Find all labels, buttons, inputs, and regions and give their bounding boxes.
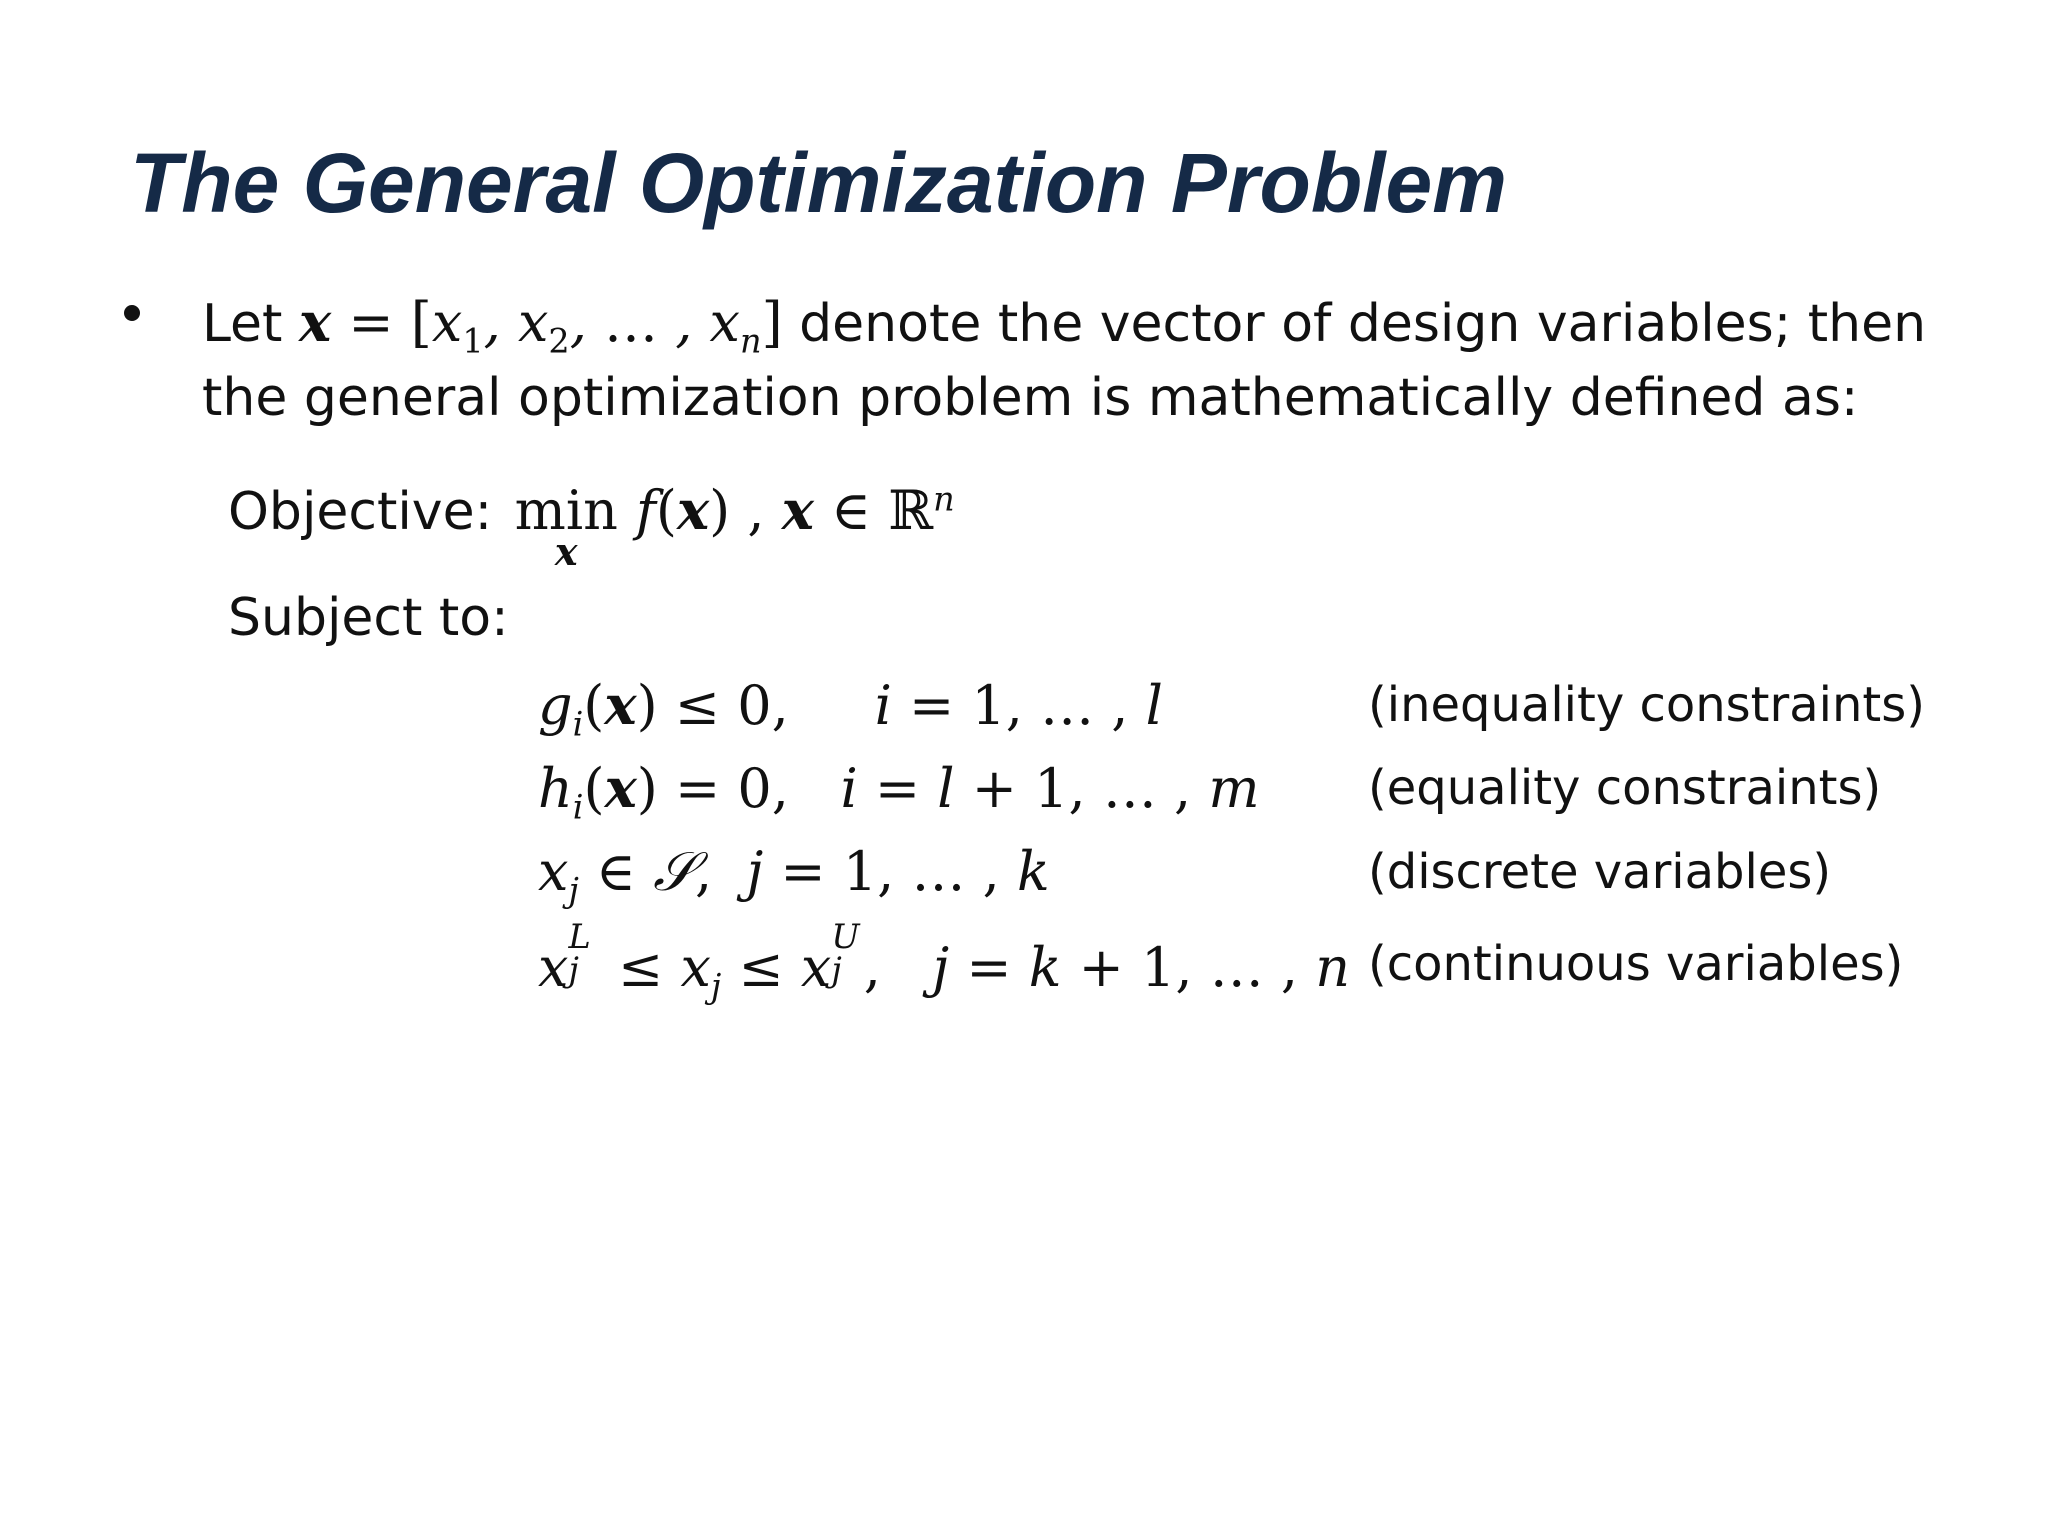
- objective-line: [228, 478, 955, 574]
- continuous-variables-label: (continuous variables): [1368, 936, 1904, 992]
- objective-label: Objective:: [228, 482, 493, 542]
- subject-to-label: Subject to:: [228, 588, 509, 648]
- inequality-constraint: $g_i(x) \le 0$, i = 1, … , l: [538, 673, 1163, 744]
- discrete-variable-constraint: $x_j$ ∈ 𝒮, j = 1, … , k: [538, 840, 1050, 910]
- bullet-line-1: [202, 290, 1927, 361]
- equality-constraint: $h_i(x) = 0$, i = l + 1, … , m: [538, 756, 1260, 827]
- continuous-variable-constraint: x L j ≤ $x_j \le x$ U j , j = k + 1, … , n: [538, 916, 1351, 1006]
- equality-constraints-label: (equality constraints): [1368, 760, 1882, 816]
- inequality-constraints-label: (inequality constraints): [1368, 677, 1925, 733]
- objective-expression: min x f(x) , x ∈ ℝ$^n$: [514, 478, 955, 574]
- bullet-after-vector-text: denote the vector of design variables; then: [799, 294, 1927, 354]
- vector-definition: $x = [x_1$, $x_2$, … , $x_n$]: [298, 290, 783, 361]
- bullet-line-2: the general optimization problem is mathematically defined as:: [202, 368, 1859, 428]
- discrete-variables-label: (discrete variables): [1368, 844, 1832, 900]
- bullet-icon: [124, 305, 140, 321]
- bullet-let-text: Let: [202, 294, 283, 354]
- slide-title: The General Optimization Problem: [130, 136, 1507, 230]
